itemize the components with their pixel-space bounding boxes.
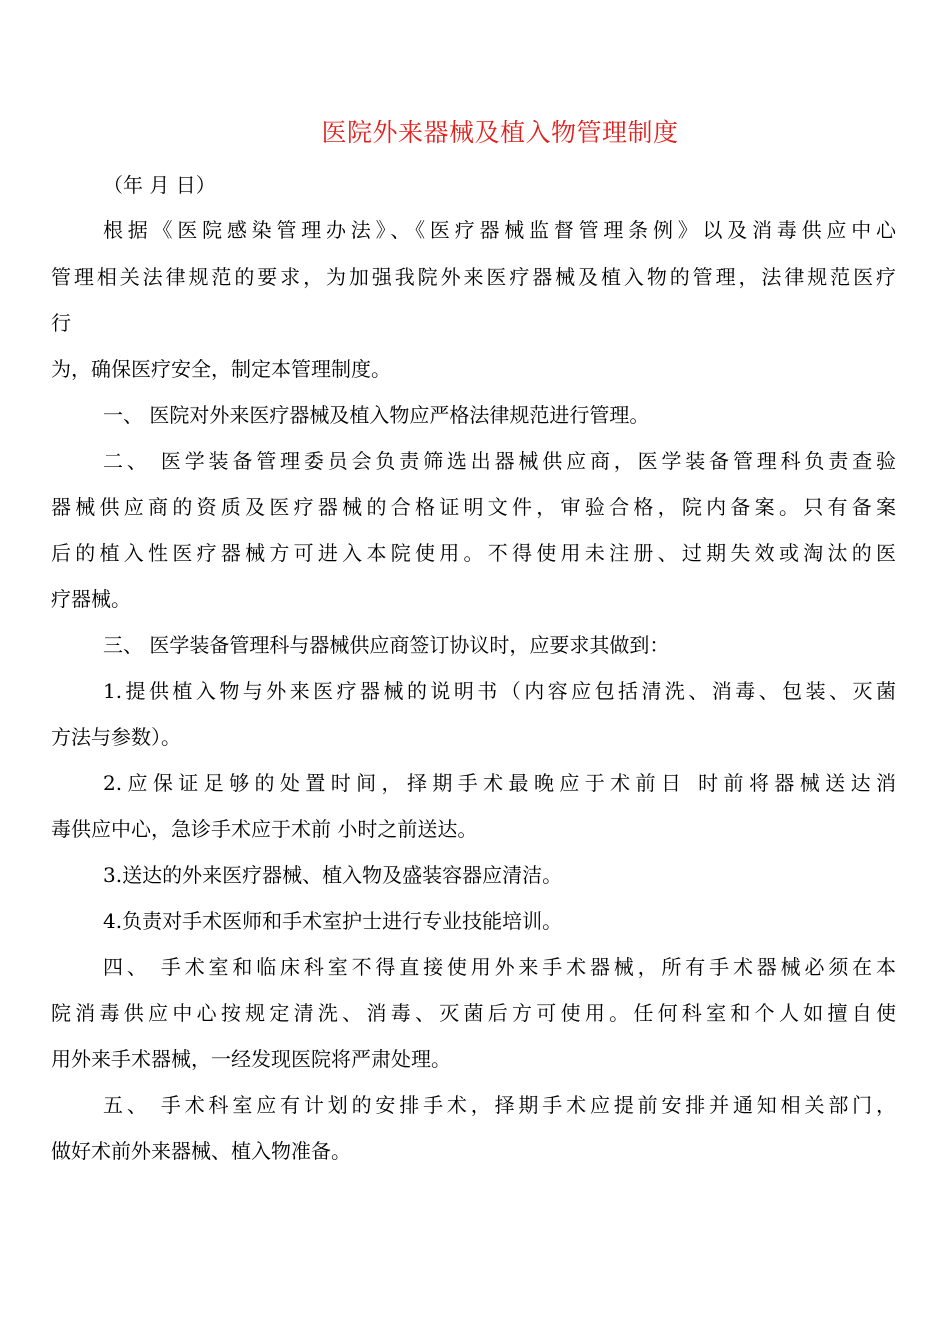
item-3-line: 3.送达的外来医疗器械、植入物及盛装容器应清洁。 [103,863,563,887]
date-line: （年 月 日） [103,173,216,197]
paragraph-line: 管理相关法律规范的要求，为加强我院外来医疗器械及植入物的管理，法律规范医疗 [51,265,896,289]
clause-4-line: 用外来手术器械，一经发现医院将严肃处理。 [51,1047,451,1071]
clause-4-line: 四、 手术室和临床科室不得直接使用外来手术器械，所有手术器械必须在本 [103,955,896,979]
paragraph-line: 根据《医院感染管理办法》、《医疗器械监督管理条例》以及消毒供应中心 [103,218,896,242]
document-title: 医院外来器械及植入物管理制度 [321,118,679,147]
item-2-line: 2.应保证足够的处置时间，择期手术最晚应于术前日 时前将器械送达消 [103,771,896,795]
item-1-line: 1.提供植入物与外来医疗器械的说明书（内容应包括清洗、消毒、包装、灭菌 [103,679,896,703]
clause-2-line: 器械供应商的资质及医疗器械的合格证明文件，审验合格，院内备案。只有备案 [51,495,896,519]
clause-1-line: 一、 医院对外来医疗器械及植入物应严格法律规范进行管理。 [103,403,650,427]
item-1-line: 方法与参数）。 [51,725,181,749]
item-4-line: 4.负责对手术医师和手术室护士进行专业技能培训。 [103,909,563,933]
item-2-line: 毒供应中心，急诊手术应于术前 小时之前送达。 [51,817,478,841]
paragraph-line: 为，确保医疗安全，制定本管理制度。 [51,357,391,381]
clause-4-line: 院消毒供应中心按规定清洗、消毒、灭菌后方可使用。任何科室和个人如擅自使 [51,1001,896,1025]
clause-5-line: 五、 手术科室应有计划的安排手术，择期手术应提前安排并通知相关部门， [103,1093,896,1117]
clause-2-line: 后的植入性医疗器械方可进入本院使用。不得使用未注册、过期失效或淘汰的医 [51,541,896,565]
clause-2-line: 二、 医学装备管理委员会负责筛选出器械供应商，医学装备管理科负责查验 [103,449,896,473]
paragraph-line: 行 [51,311,71,335]
clause-2-line: 疗器械。 [51,587,131,611]
clause-5-line: 做好术前外来器械、植入物准备。 [51,1139,351,1163]
clause-3-line: 三、 医学装备管理科与器械供应商签订协议时，应要求其做到： [103,633,670,657]
